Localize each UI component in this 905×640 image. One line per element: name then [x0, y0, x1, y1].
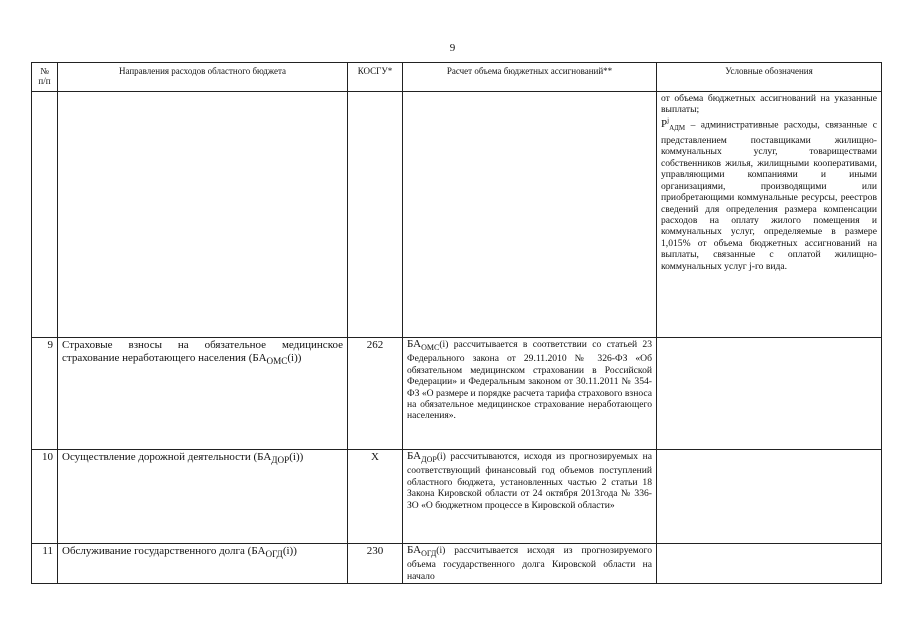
cell-kosgu	[348, 92, 403, 338]
table-row	[32, 338, 882, 450]
expenditure-table	[31, 62, 882, 584]
header-calc: Расчет объема бюджетных ассигнований**	[403, 63, 657, 92]
page-number: 9	[449, 42, 456, 54]
cell-notes	[657, 450, 882, 544]
cell-direction: Страховые взносы на обязательное медицинское страхование неработающего населения $(БА_{ОМС}(i))$	[58, 338, 348, 450]
cell-calc: $БА_{ДОР}(i)$ рассчитываются, исходя из прогнозируемых на соответствующий финансовый год объемов поступлений областного бюджета, установленных частью 2 статьи 18 Закона Кировской области от 24 октября 2013года № 336-ЗО «О бюджетном процессе в Кировской области»	[403, 450, 657, 544]
cell-num: 11	[32, 544, 58, 584]
header-num: № п/п	[32, 63, 58, 92]
symbol-p-adm: $P^j_{АДМ}$	[661, 116, 686, 133]
header-direction: Направления расходов областного бюджета	[58, 63, 348, 92]
cell-notes	[657, 338, 882, 450]
cell-kosgu: 262	[348, 338, 403, 450]
notes-definition-text: – административные расходы, связанные с представлением поставщиками жилищно-коммунальных услуг, товариществами собственников жилья, жилищными кооперативами, управляющими компаниями и иными организациями, производящими или приобретающими коммунальные ресурсы, реестров сведений для определения размера компенсации расходов на оплату жилого помещения и коммунальных услуг, определяемые в размере 1,015% от объема бюджетных ассигнований на выплаты, связанные с оплатой жилищно-коммунальных услуг j-го вида.	[661, 119, 877, 272]
notes-continuation-text: от объема бюджетных ассигнований на указанные выплаты;	[661, 93, 877, 116]
cell-notes	[657, 544, 882, 584]
cell-direction	[58, 92, 348, 338]
table-row	[32, 450, 882, 544]
cell-direction: Осуществление дорожной деятельности $(БА_{ДОР}(i))$	[58, 450, 348, 544]
cell-direction: Обслуживание государственного долга $(БА_{ОГД}(i))$	[58, 544, 348, 584]
cell-notes	[657, 92, 882, 338]
header-notes: Условные обозначения	[657, 63, 882, 92]
table-header-row	[32, 63, 882, 92]
cell-calc	[403, 92, 657, 338]
cell-calc: $БА_{ОГД}(i)$ рассчитывается исходя из прогнозируемого объема государственного долга Кировской области на начало	[403, 544, 657, 584]
cell-kosgu: Х	[348, 450, 403, 544]
cell-num: 10	[32, 450, 58, 544]
cell-calc: $БА_{ОМС}(i)$ рассчитывается в соответствии со статьей 23 Федерального закона от 29.11.2010 № 326-ФЗ «Об обязательном медицинском страховании в Российской Федерации» и Федеральным законом от 30.11.2011 № 354-ФЗ «О размере и порядке расчета тарифа страхового взноса на обязательное медицинское страхование неработающего населения».	[403, 338, 657, 450]
header-kosgu: КОСГУ*	[348, 63, 403, 92]
table-row	[32, 544, 882, 584]
cell-num: 9	[32, 338, 58, 450]
cell-kosgu: 230	[348, 544, 403, 584]
notes-definition	[661, 116, 877, 272]
table-row-continuation	[32, 92, 882, 338]
cell-num	[32, 92, 58, 338]
